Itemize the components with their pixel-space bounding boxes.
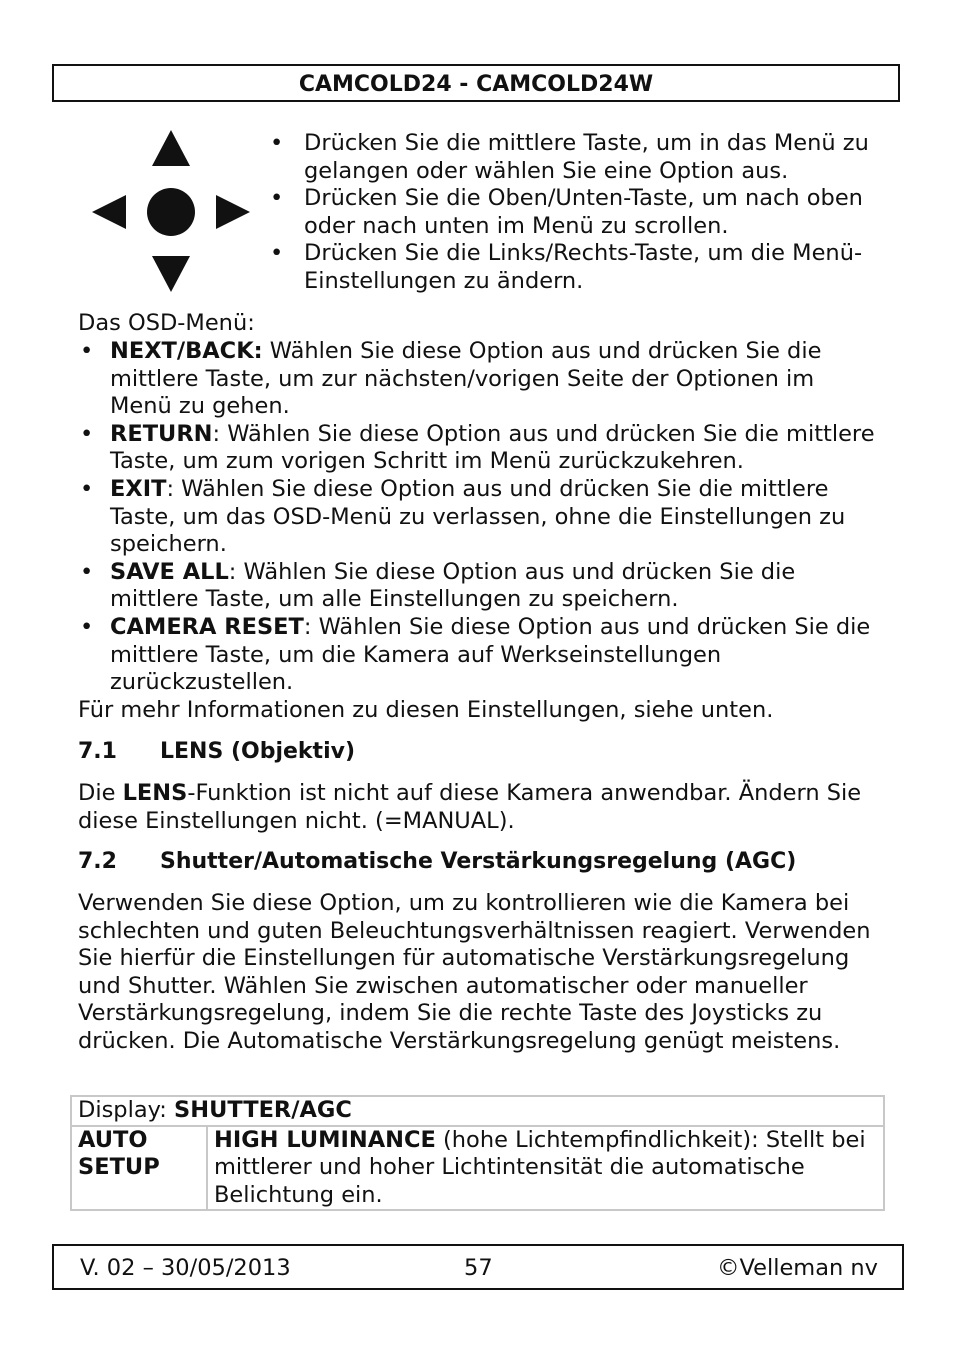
settings-table — [70, 1095, 885, 1211]
item-term: CAMERA RESET — [110, 613, 304, 640]
arrow-right-icon — [216, 195, 250, 229]
item-term: RETURN — [110, 420, 213, 447]
section-title: Shutter/Automatische Verstärkungsregelung (AGC) — [160, 849, 797, 874]
center-button-icon — [147, 188, 195, 236]
display-cell: Display: SHUTTER/AGC — [71, 1096, 884, 1126]
item-term: SAVE ALL — [110, 558, 229, 585]
copyright-text: ©Velleman nv — [716, 1255, 878, 1281]
control-instructions — [270, 130, 890, 296]
item-term: EXIT — [110, 475, 167, 502]
setting-name-cell: AUTO SETUP — [71, 1126, 207, 1211]
version-text: V. 02 – 30/05/2013 — [80, 1255, 291, 1281]
osd-intro: Das OSD-Menü: — [78, 310, 255, 336]
section-7-2-heading — [78, 848, 796, 876]
list-item: • Drücken Sie die Links/Rechts-Taste, um die Menü-Einstellungen zu ändern. — [270, 240, 890, 295]
list-item — [78, 614, 878, 697]
item-term: NEXT/BACK: — [110, 338, 263, 364]
section-number: 7.2 — [78, 849, 117, 874]
item-text: : Wählen Sie diese Option aus und drücken Sie die mittlere Taste, um alle Einstellungen zu speichern. — [110, 558, 796, 613]
more-info-text: Für mehr Informationen zu diesen Einstellungen, siehe unten. — [78, 697, 774, 723]
page-header — [52, 64, 900, 102]
arrow-up-icon — [152, 130, 190, 166]
osd-menu-list — [78, 338, 878, 697]
section-number: 7.1 — [78, 739, 117, 764]
list-item: • Drücken Sie die Oben/Unten-Taste, um nach oben oder nach unten im Menü zu scrollen. — [270, 185, 890, 240]
list-item — [78, 476, 878, 559]
list-item — [78, 559, 878, 614]
joystick-arrows-icon — [88, 128, 254, 296]
page-number: 57 — [464, 1255, 493, 1281]
section-7-1-heading — [78, 738, 355, 766]
list-item — [78, 338, 878, 421]
arrow-down-icon — [152, 256, 190, 292]
section-7-2-text: Verwenden Sie diese Option, um zu kontrollieren wie die Kamera bei schlechten und guten Beleuchtungsverhältnissen reagiert. Verwenden Sie hierfür die Einstellungen für automatische Verstärkungsregelung und Shutter. Wählen Sie zwischen automatischer oder manueller Verstärkungsregelung, indem Sie die rechte Taste des Joysticks zu drücken. Die Automatische Verstärkungsregelung genügt meistens. — [78, 890, 871, 1054]
section-title: LENS (Objektiv) — [160, 739, 356, 764]
list-item: • Drücken Sie die mittlere Taste, um in das Menü zu gelangen oder wählen Sie eine Option aus. — [270, 130, 890, 185]
page-footer — [52, 1244, 904, 1290]
setting-description-cell: HIGH LUMINANCE (hohe Lichtempfindlichkeit): Stellt bei mittlerer und hoher Lichtintensität die automatische Belichtung ein. — [207, 1126, 884, 1211]
item-text: : Wählen Sie diese Option aus und drücken Sie die mittlere Taste, um zum vorigen Schritt im Menü zurückzukehren. — [110, 420, 875, 475]
list-item — [78, 421, 878, 476]
item-text: : Wählen Sie diese Option aus und drücken Sie die mittlere Taste, um die Kamera auf Werkseinstellungen zurückzustellen. — [110, 613, 871, 696]
section-7-1-text: Die LENS-Funktion ist nicht auf diese Kamera anwendbar. Ändern Sie diese Einstellungen nicht. (=MANUAL). — [78, 780, 862, 834]
item-text: Wählen Sie diese Option aus und drücken Sie die mittlere Taste, um zur nächsten/vorigen Seite der Optionen im Menü zu gehen. — [110, 338, 822, 420]
item-text: : Wählen Sie diese Option aus und drücken Sie die mittlere Taste, um das OSD-Menü zu verlassen, ohne die Einstellungen zu speichern. — [110, 475, 846, 558]
header-title: CAMCOLD24 - CAMCOLD24W — [298, 72, 654, 97]
arrow-left-icon — [92, 195, 126, 229]
